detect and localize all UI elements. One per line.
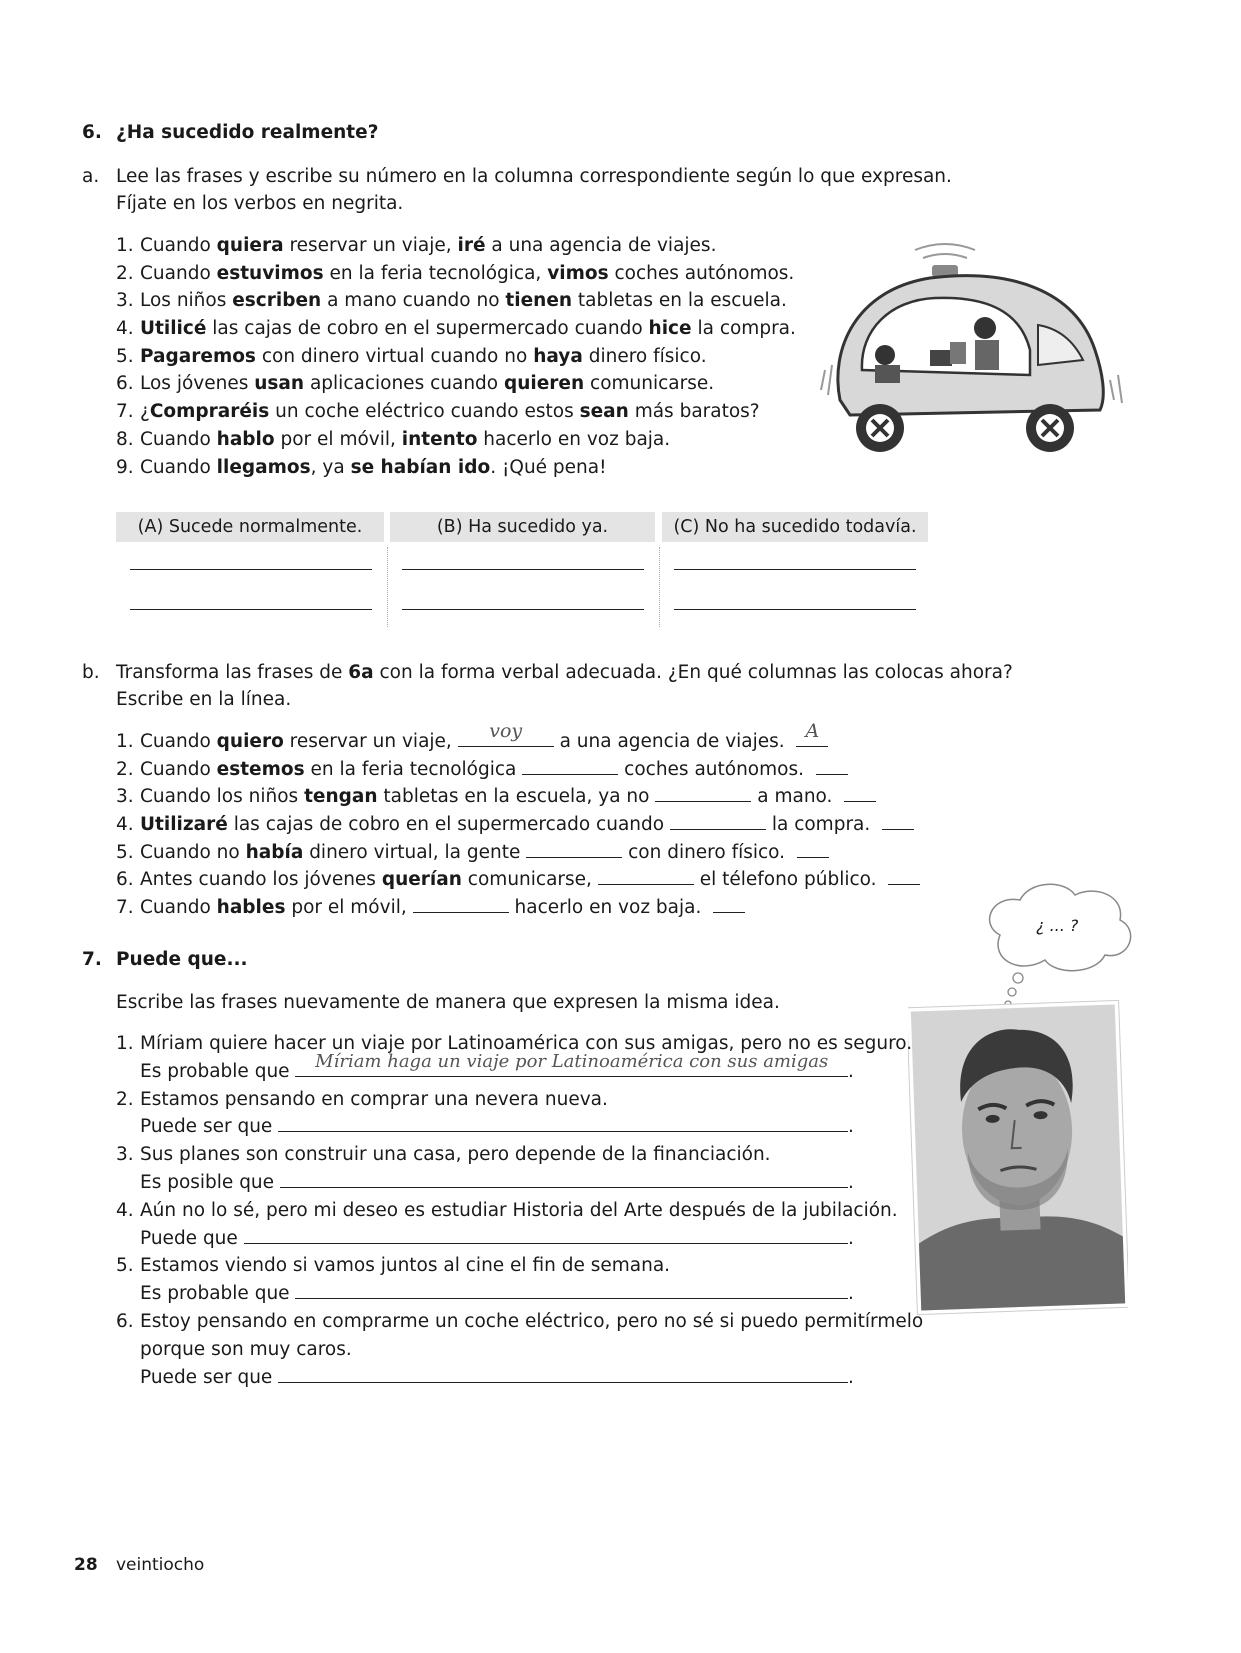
rewrite-line — [116, 1225, 923, 1253]
column-divider — [387, 547, 388, 627]
item-number: 4. — [116, 318, 134, 340]
item-number: 1. — [116, 731, 134, 752]
transform-item — [116, 894, 920, 922]
bold-verb: tienen — [505, 290, 573, 312]
sentence-item — [116, 260, 796, 288]
sentence-text: por el móvil, — [274, 428, 402, 450]
column-answer-blank[interactable] — [888, 866, 920, 885]
item-number: 5. — [116, 841, 134, 863]
rewrite-list — [116, 1030, 923, 1391]
item-number: 4. — [116, 814, 134, 836]
original-sentence: Estoy pensando en comprarme un coche eléctrico, pero no sé si puedo permitírmelo — [140, 1310, 924, 1332]
item-number: 8. — [116, 428, 134, 450]
column-answer-blank[interactable] — [816, 756, 848, 775]
sentence-text: más baratos? — [628, 401, 760, 423]
bold-verb: Utilizaré — [140, 814, 228, 836]
sentence-text: la compra. — [765, 814, 871, 836]
transform-item — [116, 783, 920, 811]
part-b-instruction-2: Escribe en la línea. — [116, 689, 292, 710]
rewrite-answer-blank[interactable] — [280, 1169, 848, 1188]
sentence-text: las cajas de cobro en el supermercado cuando — [227, 814, 670, 836]
sentence-text: Cuando — [140, 456, 217, 478]
column-answer-blank[interactable] — [844, 783, 876, 802]
original-sentence: Sus planes son construir una casa, pero depende de la financiación. — [140, 1144, 771, 1166]
item-number: 6. — [116, 869, 134, 891]
sentence-text: la compra. — [691, 318, 796, 340]
sentence-text: el télefono público. — [693, 869, 877, 891]
item-number: 7. — [116, 897, 134, 919]
prompt-phrase: Es probable que — [140, 1283, 290, 1305]
rewrite-item — [116, 1086, 923, 1114]
rewrite-item — [116, 1308, 923, 1336]
item-number: 5. — [116, 1255, 134, 1277]
bold-verb: intento — [401, 428, 478, 450]
rewrite-line — [116, 1051, 923, 1086]
prompt-phrase: Puede ser que — [140, 1366, 273, 1388]
transform-item — [116, 756, 920, 784]
column-a-answer-line[interactable] — [130, 569, 372, 570]
electric-car-illustration — [820, 230, 1150, 470]
sentence-text: Cuando — [140, 897, 217, 919]
item-number: 9. — [116, 456, 134, 478]
verb-answer-blank[interactable] — [598, 866, 694, 885]
sentence-text: Cuando los niños — [140, 786, 305, 808]
sentence-text: reservar un viaje, — [283, 731, 458, 752]
bold-verb: había — [245, 841, 304, 863]
part-b-letter: b. — [82, 662, 100, 683]
column-b-answer-line[interactable] — [402, 609, 644, 610]
rewrite-line — [116, 1280, 923, 1308]
bold-verb: sean — [579, 401, 629, 423]
column-divider — [659, 547, 660, 627]
sentence-text: a una agencia de viajes. — [485, 235, 717, 256]
page-word: veintiocho — [116, 1555, 205, 1575]
handwritten-answer: voy — [489, 720, 523, 743]
exercise-6-title: ¿Ha sucedido realmente? — [116, 122, 379, 143]
exercise-6-number: 6. — [82, 122, 102, 143]
bold-verb: Compraréis — [149, 401, 270, 423]
rewrite-answer-blank[interactable] — [244, 1225, 848, 1244]
bold-verb: Utilicé — [140, 318, 207, 340]
item-number: 1. — [116, 235, 134, 256]
sentence-text: Cuando — [140, 731, 217, 752]
original-sentence: Estamos pensando en comprar una nevera nueva. — [140, 1088, 608, 1110]
column-a-answer-line[interactable] — [130, 609, 372, 610]
sentence-text: Cuando no — [140, 841, 246, 863]
bold-verb: estuvimos — [216, 262, 324, 284]
column-b-answer-line[interactable] — [402, 569, 644, 570]
sentence-text: Cuando — [140, 428, 217, 450]
bold-verb: estemos — [216, 758, 305, 780]
sentence-text: tabletas en la escuela, ya no — [377, 786, 656, 808]
item-number: 3. — [116, 1144, 134, 1166]
prompt-phrase: Puede que — [140, 1227, 238, 1249]
bold-verb: haya — [533, 345, 583, 367]
sentence-text: en la feria tecnológica, — [323, 262, 548, 284]
item-number: 5. — [116, 345, 134, 367]
original-sentence-continued: porque son muy caros. — [140, 1338, 352, 1360]
bold-verb: quiera — [216, 235, 284, 256]
bold-verb: hables — [216, 897, 286, 919]
verb-answer-blank[interactable] — [522, 756, 618, 775]
original-sentence: Aún no lo sé, pero mi deseo es estudiar Historia del Arte después de la jubilación. — [140, 1199, 898, 1221]
exercise-7-number: 7. — [82, 949, 102, 970]
sentence-text: hacerlo en voz baja. — [477, 428, 671, 450]
prompt-phrase: Es posible que — [140, 1171, 275, 1193]
sentence-text: dinero virtual, la gente — [303, 841, 527, 863]
sentence-item — [116, 454, 796, 482]
item-number: 6. — [116, 373, 134, 395]
verb-answer-blank[interactable] — [526, 839, 622, 858]
sentence-text: a mano. — [751, 786, 833, 808]
sentence-text: coches autónomos. — [608, 262, 795, 284]
item-number: 3. — [116, 290, 134, 312]
bold-verb: querían — [381, 869, 462, 891]
sentence-text: comunicarse. — [584, 373, 715, 395]
sentence-item — [116, 370, 796, 398]
bold-verb: tengan — [304, 786, 378, 808]
item-number: 1. — [116, 1033, 134, 1054]
sentence-text: a mano cuando no — [321, 290, 506, 312]
bold-verb: se habían ido — [350, 456, 491, 478]
handwritten-answer: Míriam haga un viaje por Latinoamérica con sus amigas — [315, 1051, 829, 1072]
part-a-letter: a. — [82, 166, 100, 187]
sentence-text: coches autónomos. — [618, 758, 804, 780]
sentence-text: dinero físico. — [582, 345, 707, 367]
rewrite-answer-blank[interactable] — [295, 1280, 848, 1299]
column-c-header: (C) No ha sucedido todavía. — [662, 512, 928, 542]
original-sentence: Estamos viendo si vamos juntos al cine el fin de semana. — [140, 1255, 671, 1277]
original-sentence: Míriam quiere hacer un viaje por Latinoamérica con sus amigas, pero no es seguro. — [140, 1033, 913, 1054]
period: . — [848, 1060, 854, 1082]
bold-verb: llegamos — [216, 456, 311, 478]
sentence-text: hacerlo en voz baja. — [508, 897, 702, 919]
exercise-7-title: Puede que... — [116, 949, 248, 970]
sentence-text: Antes cuando los jóvenes — [140, 869, 382, 891]
part-a-instruction: Lee las frases y escribe su número en la columna correspondiente según lo que expresan. — [116, 166, 952, 187]
sentence-text: las cajas de cobro en el supermercado cuando — [206, 318, 649, 340]
bold-verb: usan — [254, 373, 305, 395]
verb-answer-blank[interactable] — [655, 783, 751, 802]
rewrite-item — [116, 1197, 923, 1225]
sentence-text: aplicaciones cuando — [304, 373, 504, 395]
item-number: 2. — [116, 262, 134, 284]
column-c-answer-line[interactable] — [674, 609, 916, 610]
column-answer-blank[interactable] — [797, 839, 829, 858]
sentence-list — [116, 232, 796, 481]
item-number: 3. — [116, 786, 134, 808]
item-number: 2. — [116, 1088, 134, 1110]
transform-item — [116, 839, 920, 867]
bold-verb: quiero — [216, 731, 284, 752]
sentence-text: . ¡Qué pena! — [490, 456, 607, 478]
sentence-item — [116, 315, 796, 343]
thought-bubble-text: ¿ ... ? — [1036, 916, 1079, 935]
part-a-instruction-2: Fíjate en los verbos en negrita. — [116, 193, 404, 214]
item-number: 2. — [116, 758, 134, 780]
sentence-text: un coche eléctrico cuando estos — [269, 401, 580, 423]
sentence-text: a una agencia de viajes. — [553, 731, 785, 752]
item-number: 6. — [116, 1310, 134, 1332]
prompt-phrase: Puede ser que — [140, 1116, 273, 1138]
sentence-text: Los jóvenes — [140, 373, 255, 395]
item-number: 7. — [116, 401, 134, 423]
part-b-instruction: Transforma las frases de 6a con la forma verbal adecuada. ¿En qué columnas las colocas ahora? — [116, 662, 1013, 683]
transform-item — [116, 811, 920, 839]
sentence-text: ¿ — [140, 401, 150, 423]
sentence-text: con dinero físico. — [622, 841, 786, 863]
sentence-text: Cuando — [140, 758, 217, 780]
bold-verb: escriben — [232, 290, 322, 312]
column-b-header: (B) Ha sucedido ya. — [390, 512, 655, 542]
item-number: 4. — [116, 1199, 134, 1221]
period: . — [848, 1366, 854, 1388]
sentence-text: reservar un viaje, — [283, 235, 458, 256]
period: . — [848, 1227, 854, 1249]
verb-answer-blank[interactable] — [458, 720, 554, 747]
transform-item — [116, 866, 920, 894]
page-number: 28 — [74, 1555, 98, 1575]
rewrite-answer-blank[interactable] — [278, 1113, 848, 1132]
sentence-text: comunicarse, — [461, 869, 598, 891]
period: . — [848, 1171, 854, 1193]
bold-verb: iré — [457, 235, 486, 256]
exercise-7-instruction: Escribe las frases nuevamente de manera que expresen la misma idea. — [116, 992, 780, 1013]
sentence-text: con dinero virtual cuando no — [255, 345, 534, 367]
verb-answer-blank[interactable] — [670, 811, 766, 830]
sentence-item — [116, 398, 796, 426]
rewrite-answer-blank[interactable] — [295, 1051, 848, 1077]
column-answer-blank[interactable] — [882, 811, 914, 830]
transform-list — [116, 720, 920, 922]
sentence-text: en la feria tecnológica — [304, 758, 523, 780]
thought-bubble — [980, 880, 1140, 1010]
bold-verb: hablo — [216, 428, 275, 450]
sentence-item — [116, 232, 796, 260]
rewrite-line — [116, 1113, 923, 1141]
sentence-item — [116, 287, 796, 315]
column-a-header: (A) Sucede normalmente. — [116, 512, 384, 542]
sentence-text: tabletas en la escuela. — [572, 290, 787, 312]
rewrite-item — [116, 1252, 923, 1280]
rewrite-line — [116, 1364, 923, 1392]
bold-verb: vimos — [547, 262, 609, 284]
sentence-text: , ya — [310, 456, 351, 478]
sentence-text: Cuando — [140, 235, 217, 256]
rewrite-answer-blank[interactable] — [278, 1364, 848, 1383]
sentence-item — [116, 426, 796, 454]
sentence-item — [116, 343, 796, 371]
handwritten-answer: A — [805, 720, 820, 743]
sentence-text: por el móvil, — [285, 897, 413, 919]
column-answer-blank[interactable] — [713, 894, 745, 913]
rewrite-line — [116, 1169, 923, 1197]
period: . — [848, 1283, 854, 1305]
bold-verb: Pagaremos — [140, 345, 256, 367]
thinking-man-photo — [908, 1000, 1128, 1315]
column-c-answer-line[interactable] — [674, 569, 916, 570]
column-answer-blank[interactable] — [796, 720, 828, 747]
verb-answer-blank[interactable] — [413, 894, 509, 913]
sentence-text: Los niños — [140, 290, 233, 312]
bold-verb: hice — [648, 318, 692, 340]
bold-verb: quieren — [503, 373, 585, 395]
rewrite-item — [116, 1141, 923, 1169]
sentence-text: Cuando — [140, 262, 217, 284]
period: . — [848, 1116, 854, 1138]
prompt-phrase: Es probable que — [140, 1060, 290, 1082]
transform-item — [116, 720, 920, 756]
